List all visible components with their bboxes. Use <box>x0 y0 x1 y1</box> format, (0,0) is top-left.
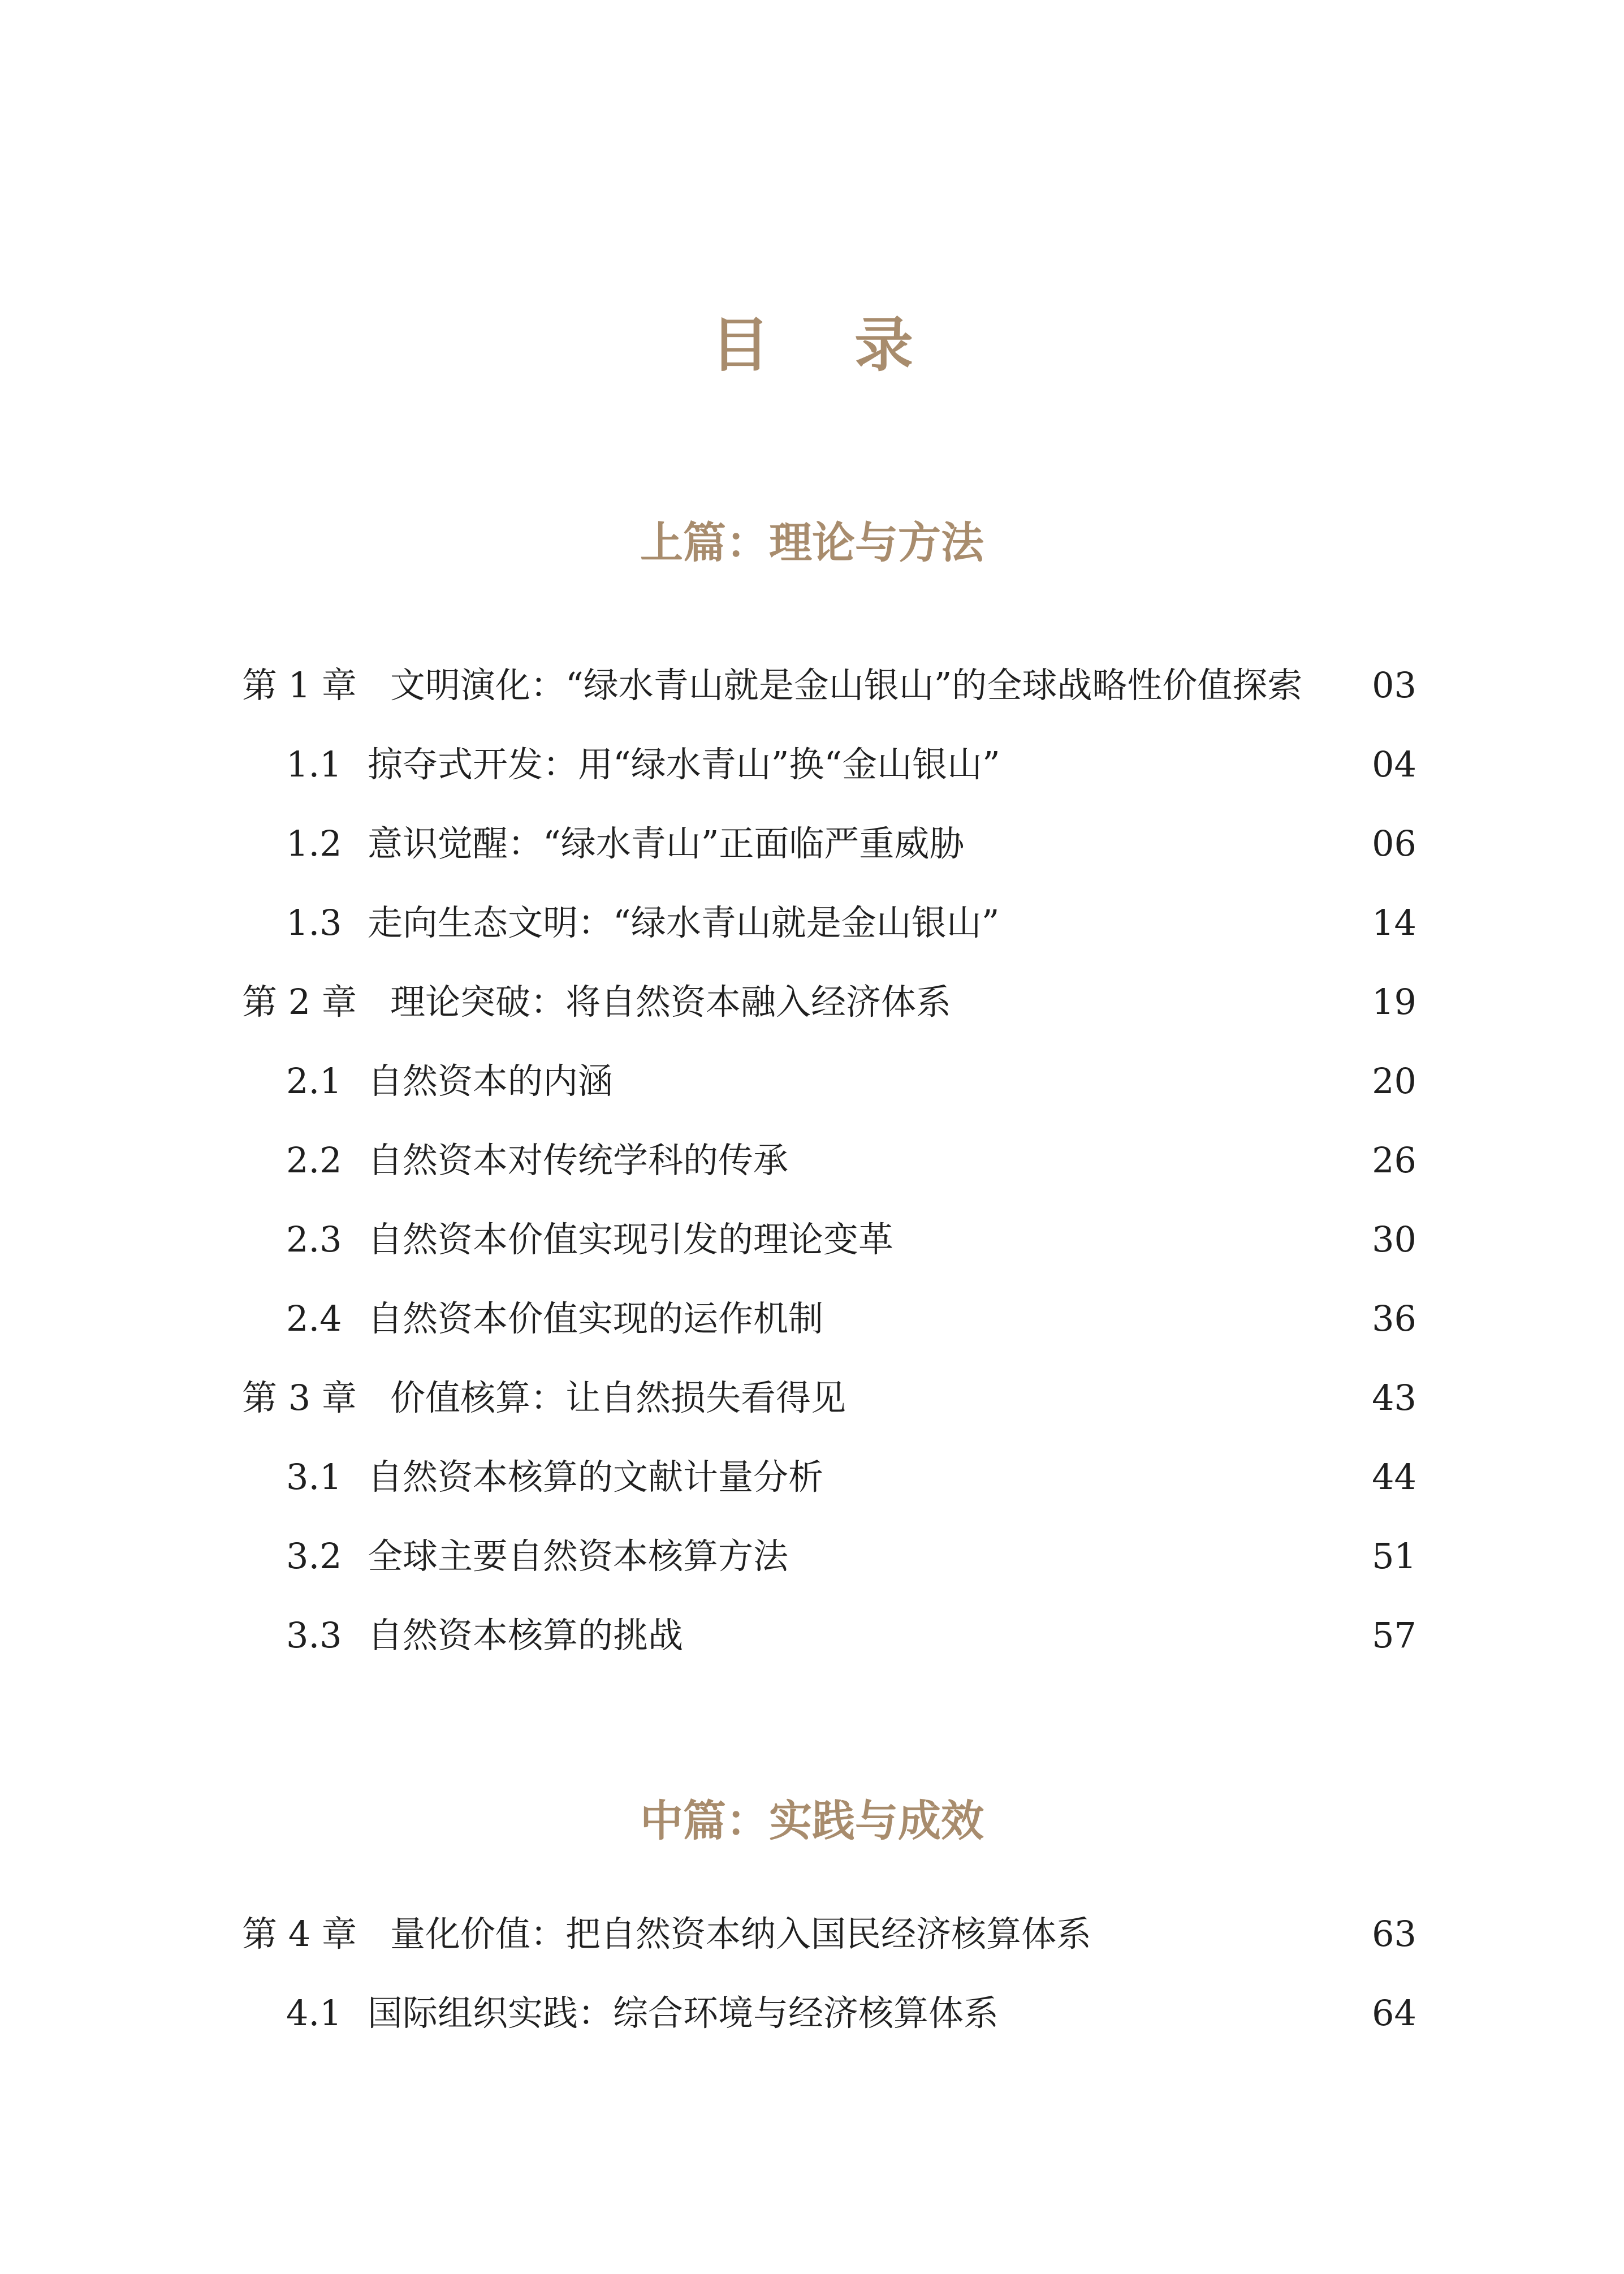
entry-number: 第 1 章 <box>242 664 357 706</box>
part-heading-upper: 上篇：理论与方法 <box>640 517 984 568</box>
toc-entry-section-3-3[interactable] <box>0 1607 1624 1664</box>
entry-page: 63 <box>1372 1913 1416 1954</box>
toc-entry-chapter-3[interactable] <box>0 1370 1624 1426</box>
part-heading-middle: 中篇：实践与成效 <box>640 1796 984 1846</box>
entry-page: 44 <box>1372 1456 1416 1498</box>
entry-page: 19 <box>1372 981 1416 1022</box>
toc-entry-section-2-4[interactable] <box>0 1291 1624 1347</box>
entry-number: 2.1 <box>286 1060 342 1102</box>
entry-number: 2.4 <box>286 1298 342 1339</box>
entry-page: 36 <box>1372 1298 1416 1339</box>
toc-entry-section-1-3[interactable] <box>0 895 1624 951</box>
entry-page: 04 <box>1372 744 1416 785</box>
entry-page: 26 <box>1372 1140 1416 1181</box>
entry-page: 43 <box>1372 1377 1416 1418</box>
title-char-2: 录 <box>854 310 914 379</box>
entry-number: 1.3 <box>286 902 342 943</box>
toc-entry-chapter-4[interactable] <box>0 1906 1624 1962</box>
entry-page: 64 <box>1372 1992 1416 2034</box>
entry-number: 4.1 <box>286 1992 342 2034</box>
entry-number: 第 3 章 <box>242 1377 357 1418</box>
toc-entry-section-1-2[interactable] <box>0 815 1624 872</box>
entry-number: 1.1 <box>286 744 342 785</box>
entry-number: 2.3 <box>286 1219 342 1260</box>
entry-title: 文明演化：“绿水青山就是金山银山”的全球战略性价值探索 <box>390 664 1303 706</box>
toc-entry-chapter-1[interactable] <box>0 657 1624 714</box>
entry-page: 14 <box>1372 902 1416 943</box>
toc-entry-section-3-1[interactable] <box>0 1449 1624 1505</box>
entry-title: 量化价值：把自然资本纳入国民经济核算体系 <box>390 1913 1092 1954</box>
entry-number: 3.3 <box>286 1615 342 1656</box>
toc-entry-chapter-2[interactable] <box>0 974 1624 1030</box>
entry-title: 自然资本核算的挑战 <box>368 1615 684 1656</box>
entry-title: 自然资本对传统学科的传承 <box>368 1140 789 1181</box>
entry-title: 全球主要自然资本核算方法 <box>368 1535 789 1577</box>
entry-number: 第 2 章 <box>242 981 357 1022</box>
entry-number: 3.2 <box>286 1535 342 1577</box>
toc-entry-section-2-2[interactable] <box>0 1132 1624 1189</box>
entry-number: 2.2 <box>286 1140 342 1181</box>
entry-title: 掠夺式开发：用“绿水青山”换“金山银山” <box>368 744 1000 785</box>
toc-entry-section-1-1[interactable] <box>0 736 1624 793</box>
entry-number: 第 4 章 <box>242 1913 357 1954</box>
entry-number: 1.2 <box>286 823 342 864</box>
entry-page: 51 <box>1372 1535 1416 1577</box>
title-char-1: 目 <box>710 310 770 379</box>
entry-page: 30 <box>1372 1219 1416 1260</box>
entry-page: 20 <box>1372 1060 1416 1102</box>
entry-title: 意识觉醒：“绿水青山”正面临严重威胁 <box>368 823 965 864</box>
toc-entry-section-2-3[interactable] <box>0 1211 1624 1268</box>
entry-page: 57 <box>1372 1615 1416 1656</box>
toc-entry-section-2-1[interactable] <box>0 1053 1624 1110</box>
entry-page: 06 <box>1372 823 1416 864</box>
entry-page: 03 <box>1372 664 1416 706</box>
entry-title: 自然资本价值实现引发的理论变革 <box>368 1219 894 1260</box>
entry-title: 自然资本核算的文献计量分析 <box>368 1456 824 1498</box>
entry-title: 自然资本的内涵 <box>368 1060 614 1102</box>
toc-entry-section-3-2[interactable] <box>0 1528 1624 1585</box>
page-title <box>0 305 1624 385</box>
entry-title: 自然资本价值实现的运作机制 <box>368 1298 824 1339</box>
entry-title: 走向生态文明：“绿水青山就是金山银山” <box>368 902 1000 943</box>
entry-title: 理论突破：将自然资本融入经济体系 <box>390 981 952 1022</box>
entry-title: 价值核算：让自然损失看得见 <box>390 1377 846 1418</box>
toc-entry-section-4-1[interactable] <box>0 1985 1624 2042</box>
entry-number: 3.1 <box>286 1456 342 1498</box>
entry-title: 国际组织实践：综合环境与经济核算体系 <box>368 1992 999 2034</box>
